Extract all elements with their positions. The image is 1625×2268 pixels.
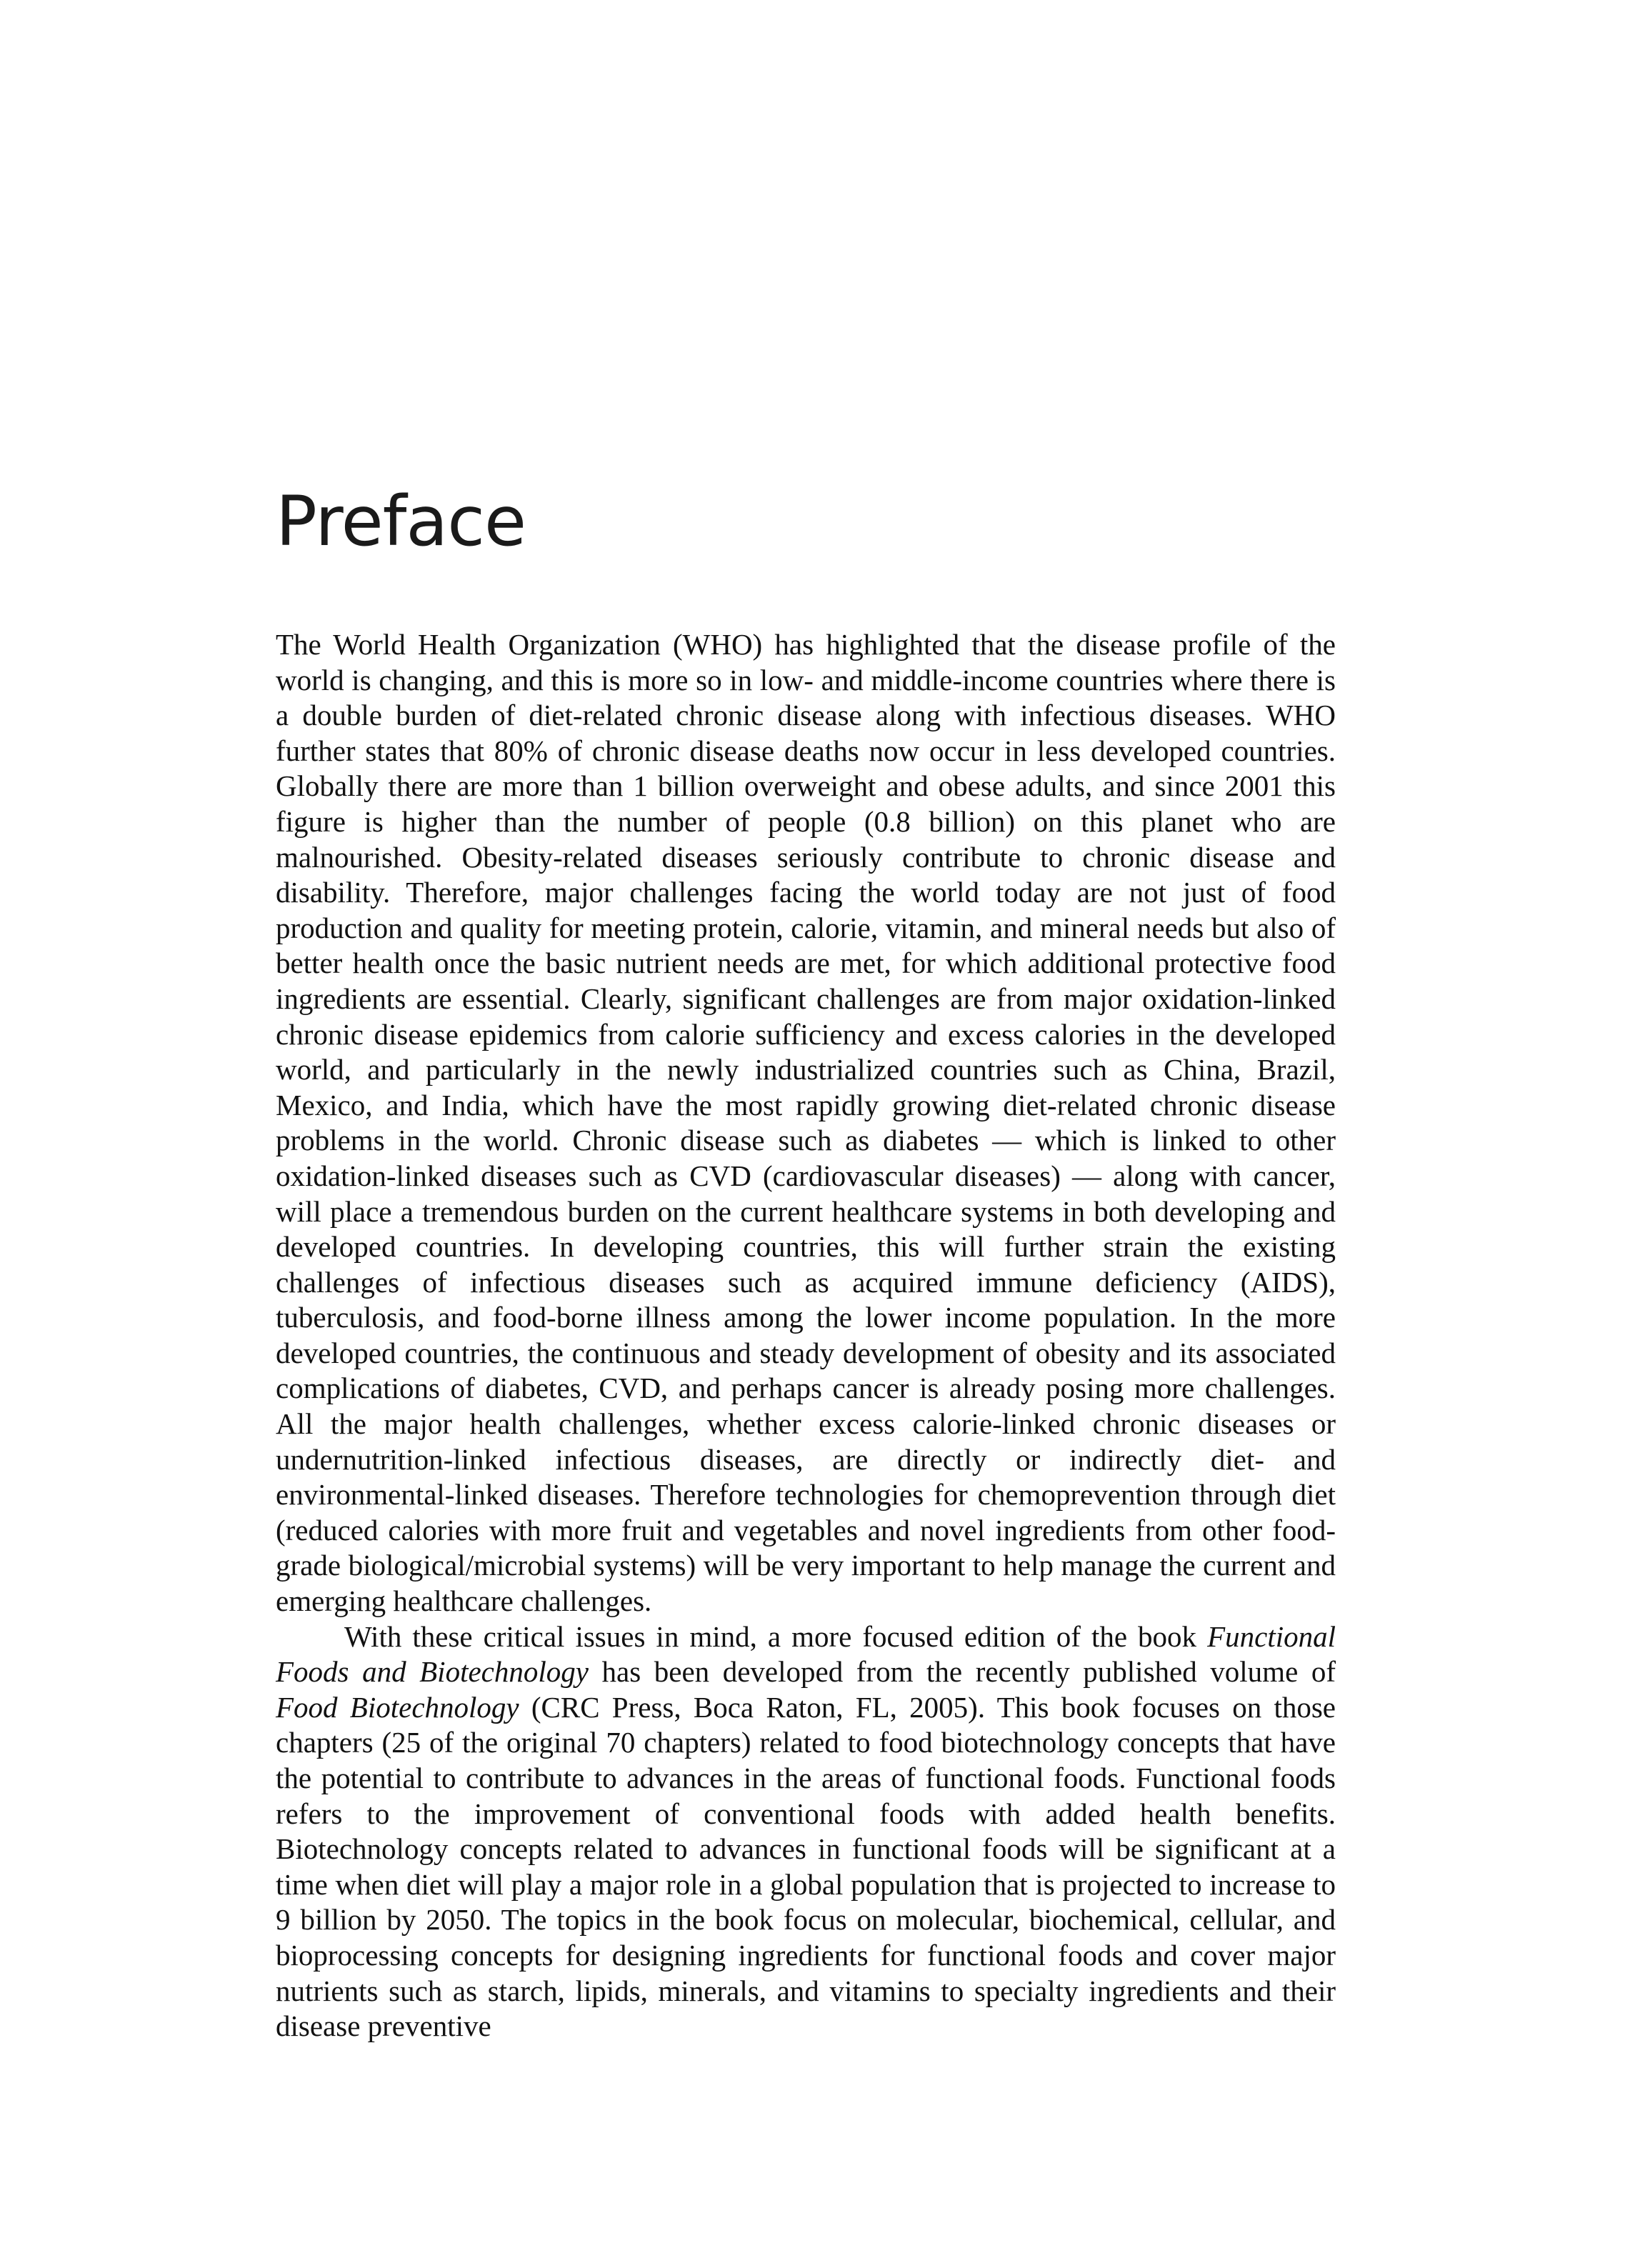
- page-title: Preface: [276, 481, 526, 561]
- paragraph-2-text-c: (CRC Press, Boca Raton, FL, 2005). This book focuses on those chapters (25 of the original 70 chapters) related to food biotechnology concepts that have the potential to contribute to advances in the areas of functional foods. Functional foods refers to the improvement of conventional foods with added health benefits. Biotechnology concepts related to advances in functional foods will be significant at a time when diet will play a major role in a global population that is projected to increase to 9 billion by 2050. The topics in the book focus on molecular, biochemical, cellular, and bioprocessing concepts for designing ingredients for functional foods and cover major nutrients such as starch, lipids, minerals, and vitamins to specialty ingredients and their disease preventive: [276, 1690, 1336, 2043]
- paragraph-1: [276, 627, 1336, 1619]
- book-title-functional-foods: Functional Foods and Biotechnology: [276, 1619, 1336, 1689]
- paragraph-2-text-a: With these critical issues in mind, a more focused edition of the book: [344, 1619, 1208, 1653]
- paragraph-1-text: The World Health Organization (WHO) has highlighted that the disease profile of the world is changing, and this is more so in low- and middle-income countries where there is a double burden of diet-related chronic disease along with infectious diseases. WHO further states that 80% of chronic disease deaths now occur in less developed countries. Globally there are more than 1 billion overweight and obese adults, and since 2001 this figure is higher than the number of people (0.8 billion) on this planet who are malnourished. Obesity-related diseases seriously contribute to chronic disease and disability. Therefore, major challenges facing the world today are not just of food production and quality for meeting protein, calorie, vitamin, and mineral needs but also of better health once the basic nutrient needs are met, for which additional protective food ingredients are essential. Clearly, significant challenges are from major oxidation-linked chronic disease epidemics from calorie sufficiency and excess calories in the developed world, and particularly in the newly industrialized countries such as China, Brazil, Mexico, and India, which have the most rapidly growing diet-related chronic disease problems in the world. Chronic disease such as diabetes — which is linked to other oxidation-linked diseases such as CVD (cardiovascular diseases) — along with cancer, will place a tremendous burden on the current healthcare systems in both developing and developed countries. In developing countries, this will further strain the existing challenges of infectious diseases such as acquired immune deficiency (AIDS), tuberculosis, and food-borne illness among the lower income population. In the more developed countries, the continuous and steady development of obesity and its associated complications of diabetes, CVD, and perhaps cancer is already posing more challenges. All the major health challenges, whether excess calorie-linked chronic diseases or undernutrition-linked infectious diseases, are directly or indirectly diet- and environmental-linked diseases. Therefore technologies for chemoprevention through diet (reduced calories with more fruit and vegetables and novel ingredients from other food-grade biological/microbial systems) will be very important to help manage the current and emerging healthcare challenges.: [276, 628, 1336, 1618]
- book-title-food-biotechnology: Food Biotechnology: [276, 1690, 519, 1724]
- body-text: [276, 627, 1336, 2044]
- paragraph-2-text-b: has been developed from the recently published volume of: [588, 1655, 1336, 1689]
- paragraph-2: [276, 1619, 1336, 2044]
